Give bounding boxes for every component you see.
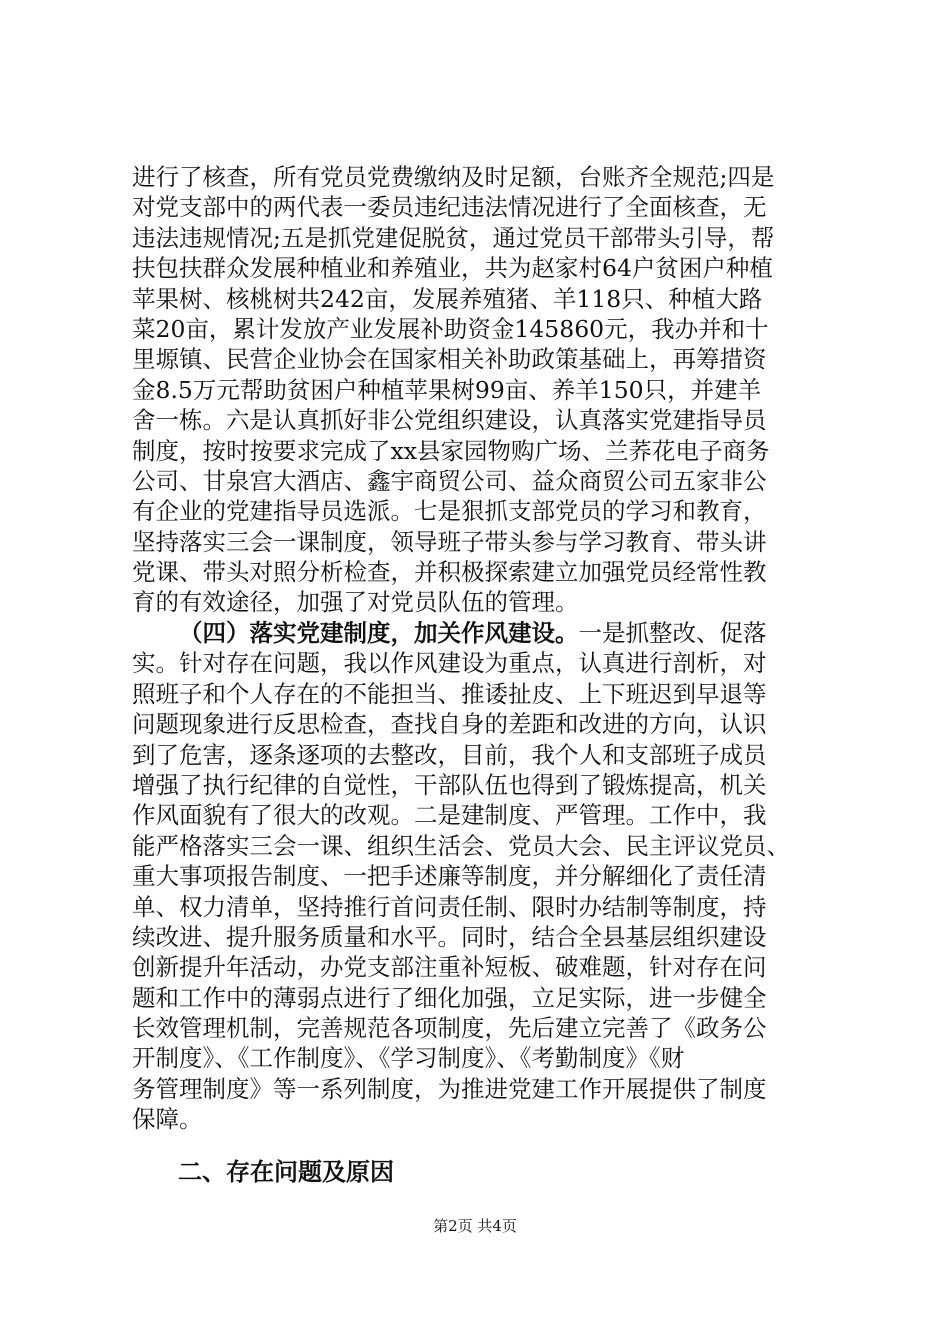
text-line: 违法违规情况;五是抓党建促脱贫，通过党员干部带头引导，帮: [132, 223, 775, 252]
text-line: 务管理制度》等一系列制度，为推进党建工作开展提供了制度: [132, 1074, 767, 1103]
text-line: 制度，按时按要求完成了xx县家园物购广场、兰荞花电子商务: [132, 436, 770, 465]
text-line: 苹果树、核桃树共242亩，发展养殖猪、羊118只、种植大路: [132, 284, 763, 313]
text-line: 里塬镇、民营企业协会在国家相关补助政策基础上，再筹措资: [132, 345, 767, 374]
text-line: 扶包扶群众发展种植业和养殖业，共为赵家村64户贫困户种植: [132, 254, 773, 283]
text-line-first: [132, 618, 832, 648]
text-line: 能严格落实三会一课、组织生活会、党员大会、民主评议党员、: [132, 831, 790, 860]
text-line: 对党支部中的两代表一委员违纪违法情况进行了全面核查，无: [132, 193, 767, 222]
text-line: 题和工作中的薄弱点进行了细化加强，立足实际，进一步健全: [132, 983, 767, 1012]
text-line: 增强了执行纪律的自觉性，干部队伍也得到了锻炼提高，机关: [132, 770, 767, 799]
text-line: 坚持落实三会一课制度，领导班子带头参与学习教育、带头讲: [132, 527, 767, 556]
paragraph-1: [132, 162, 832, 618]
text-line: 重大事项报告制度、一把手述廉等制度，并分解细化了责任清: [132, 862, 767, 891]
page-footer: 第2页 共4页: [433, 1217, 517, 1235]
section-heading: 二、存在问题及原因: [178, 1158, 394, 1186]
text-line: 作风面貌有了很大的改观。二是建制度、严管理。工作中，我: [132, 801, 767, 830]
text-line: 有企业的党建指导员选派。七是狠抓支部党员的学习和教育，: [132, 497, 767, 526]
text-line: 进行了核查，所有党员党费缴纳及时足额，台账齐全规范;四是: [132, 163, 775, 191]
text-line: 党课、带头对照分析检查，并积极探索建立加强党员经常性教: [132, 558, 767, 587]
text-line: 菜20亩，累计发放产业发展补助资金145860元，我办并和十: [132, 314, 769, 343]
text-line: 育的有效途径，加强了对党员队伍的管理。: [132, 588, 579, 617]
text-line: 实。针对存在问题，我以作风建设为重点，认真进行剖析，对: [132, 649, 767, 678]
text-line: 问题现象进行反思检查，查找自身的差距和改进的方向，认识: [132, 710, 767, 739]
text-line: 舍一栋。六是认真抓好非公党组织建设，认真落实党建指导员: [132, 406, 767, 435]
text-line: 单、权力清单，坚持推行首问责任制、限时办结制等制度，持: [132, 892, 767, 921]
paragraph-lead-bold: （四）落实党建制度，加关作风建设。: [179, 619, 579, 647]
paragraph-lead-rest: 一是抓整改、促落: [578, 619, 767, 647]
text-line: 长效管理机制，完善规范各项制度，先后建立完善了《政务公: [132, 1014, 767, 1043]
text-line: 照班子和个人存在的不能担当、推诿扯皮、上下班迟到早退等: [132, 679, 767, 708]
text-line: 到了危害，逐条逐项的去整改，目前，我个人和支部班子成员: [132, 740, 767, 769]
text-line: 续改进、提升服务质量和水平。同时，结合全县基层组织建设: [132, 922, 767, 951]
text-line: 开制度》、《工作制度》、《学习制度》、《考勤制度》《财: [132, 1044, 685, 1073]
text-line: 创新提升年活动，办党支部注重补短板、破难题，针对存在问: [132, 953, 767, 982]
paragraph-2: [132, 618, 832, 1135]
text-line: 保障。: [132, 1105, 203, 1134]
text-line: 金8.5万元帮助贫困户种植苹果树99亩、养羊150只，并建羊: [132, 375, 762, 404]
text-line: 公司、甘泉宫大酒店、鑫宇商贸公司、益众商贸公司五家非公: [132, 466, 767, 495]
